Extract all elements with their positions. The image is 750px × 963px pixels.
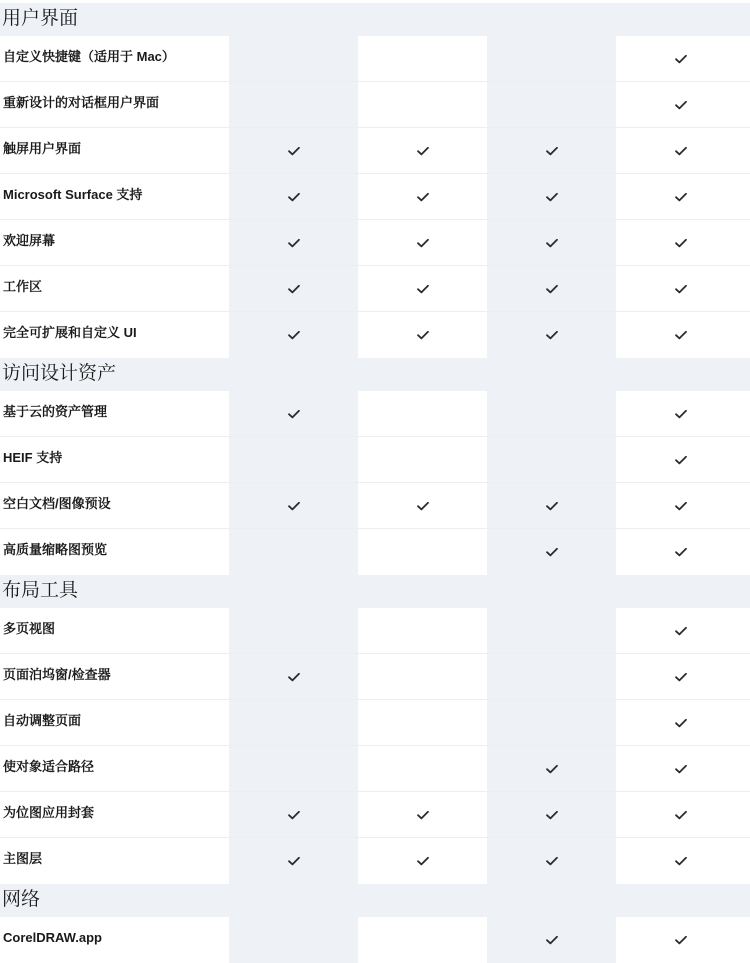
edition-cell: [229, 700, 358, 746]
checkmark-icon: [674, 809, 688, 821]
checkmark-icon: [545, 855, 559, 867]
checkmark-icon: [416, 809, 430, 821]
edition-cell: [616, 700, 745, 746]
checkmark-icon: [287, 237, 301, 249]
checkmark-icon: [545, 145, 559, 157]
edition-cell: [229, 483, 358, 529]
feature-row: [0, 128, 750, 174]
checkmark-icon: [416, 329, 430, 341]
checkmark-icon: [674, 625, 688, 637]
edition-cell: [487, 483, 616, 529]
feature-label: 页面泊坞窗/检查器: [3, 667, 111, 682]
checkmark-icon: [287, 408, 301, 420]
checkmark-icon: [674, 934, 688, 946]
edition-cell: [487, 36, 616, 82]
edition-cell: [487, 700, 616, 746]
edition-cell: [358, 312, 487, 358]
edition-cell: [229, 529, 358, 575]
section-title: 布局工具: [2, 580, 79, 601]
edition-cell: [358, 608, 487, 654]
checkmark-icon: [674, 53, 688, 65]
edition-cell: [229, 266, 358, 312]
edition-cell: [358, 746, 487, 792]
edition-cell: [229, 792, 358, 838]
feature-label: 工作区: [3, 279, 43, 294]
edition-cell: [358, 700, 487, 746]
edition-cell: [487, 917, 616, 963]
edition-cell: [358, 792, 487, 838]
edition-cell: [358, 128, 487, 174]
checkmark-icon: [287, 145, 301, 157]
edition-cell: [487, 266, 616, 312]
section-header: [0, 575, 750, 608]
edition-cell: [616, 128, 745, 174]
feature-row: [0, 174, 750, 220]
edition-cell: [616, 82, 745, 128]
edition-cell: [616, 654, 745, 700]
feature-row: [0, 391, 750, 437]
checkmark-icon: [545, 934, 559, 946]
checkmark-icon: [674, 237, 688, 249]
edition-cell: [229, 917, 358, 963]
edition-cell: [616, 746, 745, 792]
section-header: [0, 358, 750, 391]
feature-row: [0, 312, 750, 358]
feature-label: 重新设计的对话框用户界面: [3, 95, 160, 110]
edition-cell: [358, 917, 487, 963]
checkmark-icon: [287, 809, 301, 821]
section-header: [0, 3, 750, 36]
checkmark-icon: [545, 191, 559, 203]
edition-cell: [487, 128, 616, 174]
edition-cell: [358, 437, 487, 483]
checkmark-icon: [545, 329, 559, 341]
edition-cell: [229, 746, 358, 792]
edition-cell: [487, 654, 616, 700]
checkmark-icon: [287, 191, 301, 203]
edition-cell: [229, 654, 358, 700]
checkmark-icon: [674, 855, 688, 867]
edition-cell: [229, 36, 358, 82]
feature-row: [0, 529, 750, 575]
feature-label: 自定义快捷键（适用于 Mac）: [3, 49, 175, 64]
checkmark-icon: [674, 283, 688, 295]
feature-label: 多页视图: [3, 621, 56, 636]
edition-cell: [229, 128, 358, 174]
feature-label: HEIF 支持: [3, 450, 63, 465]
feature-label: CorelDRAW.app: [3, 930, 102, 945]
feature-label: 欢迎屏幕: [3, 233, 56, 248]
checkmark-icon: [287, 283, 301, 295]
checkmark-icon: [545, 237, 559, 249]
edition-cell: [616, 917, 745, 963]
edition-cell: [616, 391, 745, 437]
edition-cell: [358, 391, 487, 437]
edition-cell: [616, 36, 745, 82]
edition-cell: [616, 483, 745, 529]
edition-cell: [358, 82, 487, 128]
checkmark-icon: [416, 145, 430, 157]
feature-row: [0, 654, 750, 700]
checkmark-icon: [674, 671, 688, 683]
feature-row: [0, 220, 750, 266]
feature-row: [0, 608, 750, 654]
checkmark-icon: [545, 809, 559, 821]
edition-cell: [229, 838, 358, 884]
feature-row: [0, 792, 750, 838]
edition-cell: [229, 608, 358, 654]
edition-cell: [358, 529, 487, 575]
checkmark-icon: [674, 546, 688, 558]
edition-cell: [358, 654, 487, 700]
checkmark-icon: [416, 283, 430, 295]
edition-cell: [616, 220, 745, 266]
feature-row: [0, 437, 750, 483]
feature-label: 触屏用户界面: [3, 141, 82, 156]
edition-cell: [229, 391, 358, 437]
checkmark-icon: [674, 329, 688, 341]
feature-row: [0, 483, 750, 529]
edition-cell: [358, 483, 487, 529]
checkmark-icon: [287, 855, 301, 867]
feature-row: [0, 82, 750, 128]
checkmark-icon: [674, 763, 688, 775]
feature-label: 使对象适合路径: [3, 759, 95, 774]
checkmark-icon: [674, 191, 688, 203]
checkmark-icon: [287, 671, 301, 683]
feature-label: Microsoft Surface 支持: [3, 187, 143, 202]
checkmark-icon: [416, 191, 430, 203]
edition-cell: [616, 792, 745, 838]
section-header: [0, 884, 750, 917]
edition-cell: [616, 608, 745, 654]
edition-cell: [616, 312, 745, 358]
edition-cell: [487, 792, 616, 838]
checkmark-icon: [674, 99, 688, 111]
edition-cell: [229, 220, 358, 266]
edition-cell: [487, 312, 616, 358]
edition-cell: [487, 220, 616, 266]
edition-cell: [358, 220, 487, 266]
feature-label: 主图层: [3, 851, 43, 866]
section-title: 网络: [2, 889, 41, 910]
feature-row: [0, 266, 750, 312]
checkmark-icon: [674, 408, 688, 420]
feature-row: [0, 36, 750, 82]
edition-cell: [487, 437, 616, 483]
edition-cell: [358, 174, 487, 220]
checkmark-icon: [416, 500, 430, 512]
checkmark-icon: [674, 717, 688, 729]
checkmark-icon: [287, 329, 301, 341]
edition-cell: [616, 174, 745, 220]
checkmark-icon: [416, 237, 430, 249]
edition-cell: [487, 391, 616, 437]
checkmark-icon: [674, 500, 688, 512]
feature-row: [0, 917, 750, 963]
edition-cell: [229, 437, 358, 483]
section-title: 用户界面: [2, 8, 79, 29]
edition-cell: [487, 174, 616, 220]
edition-cell: [616, 838, 745, 884]
feature-label: 自动调整页面: [3, 713, 82, 728]
checkmark-icon: [287, 500, 301, 512]
edition-cell: [616, 266, 745, 312]
edition-cell: [229, 174, 358, 220]
feature-label: 完全可扩展和自定义 UI: [3, 325, 137, 340]
feature-label: 基于云的资产管理: [3, 404, 108, 419]
feature-label: 为位图应用封套: [3, 805, 95, 820]
edition-cell: [229, 312, 358, 358]
checkmark-icon: [545, 500, 559, 512]
edition-cell: [229, 82, 358, 128]
edition-cell: [487, 608, 616, 654]
feature-label: 空白文档/图像预设: [3, 496, 111, 511]
edition-cell: [358, 36, 487, 82]
edition-cell: [616, 437, 745, 483]
checkmark-icon: [674, 454, 688, 466]
edition-cell: [487, 746, 616, 792]
edition-cell: [358, 266, 487, 312]
feature-row: [0, 700, 750, 746]
checkmark-icon: [545, 546, 559, 558]
section-title: 访问设计资产: [2, 363, 117, 384]
checkmark-icon: [416, 855, 430, 867]
checkmark-icon: [545, 763, 559, 775]
feature-label: 高质量缩略图预览: [3, 542, 108, 557]
checkmark-icon: [674, 145, 688, 157]
edition-cell: [487, 82, 616, 128]
edition-cell: [487, 529, 616, 575]
feature-row: [0, 838, 750, 884]
checkmark-icon: [545, 283, 559, 295]
edition-cell: [616, 529, 745, 575]
edition-cell: [487, 838, 616, 884]
feature-row: [0, 746, 750, 792]
edition-cell: [358, 838, 487, 884]
